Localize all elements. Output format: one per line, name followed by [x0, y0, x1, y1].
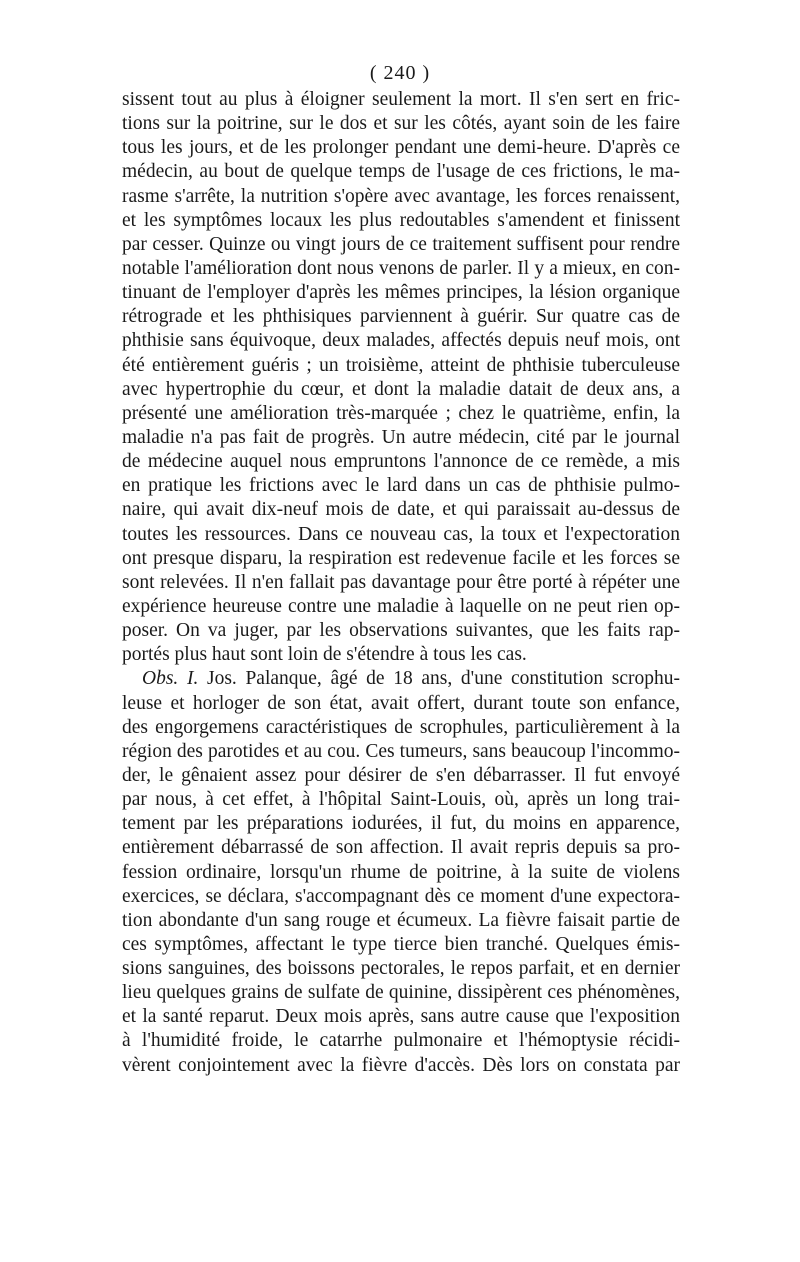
text-line: avec hypertrophie du cœur, et dont la maladie datait de deux ans, a	[122, 378, 680, 400]
text-line: der, le gênaient assez pour désirer de s'en débarrasser. Il fut envoyé	[122, 764, 680, 786]
text-line: rétrograde et les phthisiques parviennent à guérir. Sur quatre cas de	[122, 306, 680, 328]
text-line: des engorgemens caractéristiques de scrophules, particulièrement à la	[122, 716, 680, 738]
observation-label: Obs. I.	[142, 668, 199, 690]
text-line: exercices, se déclara, s'accompagnant dès ce moment d'une expectora-	[122, 885, 680, 907]
text-line: toutes les ressources. Dans ce nouveau cas, la toux et l'expectoration	[122, 523, 680, 545]
text-line: notable l'amélioration dont nous venons de parler. Il y a mieux, en con-	[122, 257, 680, 279]
text-line: et la santé reparut. Deux mois après, sans autre cause que l'exposition	[122, 1006, 680, 1028]
paragraph	[122, 667, 680, 1077]
text-line: par nous, à cet effet, à l'hôpital Saint-Louis, où, après un long trai-	[122, 789, 680, 811]
text-line: tinuant de l'employer d'après les mêmes principes, la lésion organique	[122, 282, 680, 304]
text-line: médecin, au bout de quelque temps de l'usage de ces frictions, le ma-	[122, 161, 680, 183]
text-line: et les symptômes locaux les plus redoutables s'amendent et finissent	[122, 209, 680, 231]
body-text	[122, 88, 680, 1078]
text-line: maladie n'a pas fait de progrès. Un autre médecin, cité par le journal	[122, 426, 680, 448]
text-line: lieu quelques grains de sulfate de quinine, dissipèrent ces phénomènes,	[122, 982, 680, 1004]
text-line: fession ordinaire, lorsqu'un rhume de poitrine, à la suite de violens	[122, 861, 680, 883]
text-line: par cesser. Quinze ou vingt jours de ce traitement suffisent pour rendre	[122, 233, 680, 255]
text-line: entièrement débarrassé de son affection. Il avait repris depuis sa pro-	[122, 837, 680, 859]
text-line: vèrent conjointement avec la fièvre d'accès. Dès lors on constata par	[122, 1054, 680, 1076]
text-line: ont presque disparu, la respiration est redevenue facile et les forces se	[122, 547, 680, 569]
text-line: sissent tout au plus à éloigner seulement la mort. Il s'en sert en fric-	[122, 89, 680, 110]
text-line: de médecine auquel nous empruntons l'annonce de ce remède, a mis	[122, 451, 680, 473]
text-line: en pratique les frictions avec le lard dans un cas de phthisie pulmo-	[122, 475, 680, 497]
page-number: ( 240 )	[369, 62, 431, 84]
text-line: sont relevées. Il n'en fallait pas davantage pour être porté à répéter une	[122, 571, 680, 593]
text-line: tous les jours, et de les prolonger pendant une demi-heure. D'après ce	[122, 137, 680, 159]
text-line: sions sanguines, des boissons pectorales, le repos parfait, et en dernier	[122, 958, 680, 980]
text-line: tement par les préparations iodurées, il fut, du moins en apparence,	[122, 813, 680, 835]
text-line	[122, 667, 680, 691]
text-line: leuse et horloger de son état, avait offert, durant toute son enfance,	[122, 692, 680, 714]
text-line: poser. On va juger, par les observations suivantes, que les faits rap-	[122, 620, 680, 642]
text-line: à l'humidité froide, le catarrhe pulmonaire et l'hémoptysie récidi-	[122, 1030, 680, 1052]
text-line: naire, qui avait dix-neuf mois de date, et qui paraissait au-dessus de	[122, 499, 680, 521]
text-line: été entièrement guéris ; un troisième, atteint de phthisie tuberculeuse	[122, 354, 680, 376]
text-line: rasme s'arrête, la nutrition s'opère avec avantage, les forces renaissent,	[122, 185, 680, 207]
text-line: portés plus haut sont loin de s'étendre à tous les cas.	[122, 644, 527, 666]
text-line: tion abondante d'un sang rouge et écumeux. La fièvre faisait partie de	[122, 909, 680, 931]
paragraph	[122, 88, 680, 667]
text-line: présenté une amélioration très-marquée ; chez le quatrième, enfin, la	[122, 402, 680, 424]
text-line: phthisie sans équivoque, deux malades, affectés depuis neuf mois, ont	[122, 330, 680, 352]
text-line: expérience heureuse contre une maladie à laquelle on ne peut rien op-	[122, 595, 680, 617]
text-line-content: Jos. Palanque, âgé de 18 ans, d'une constitution scrophu-	[198, 668, 680, 690]
text-line: région des parotides et au cou. Ces tumeurs, sans beaucoup l'incommo-	[122, 740, 680, 762]
text-line: tions sur la poitrine, sur le dos et sur les côtés, ayant soin de les faire	[122, 113, 680, 135]
text-line: ces symptômes, affectant le type tierce bien tranché. Quelques émis-	[122, 933, 680, 955]
